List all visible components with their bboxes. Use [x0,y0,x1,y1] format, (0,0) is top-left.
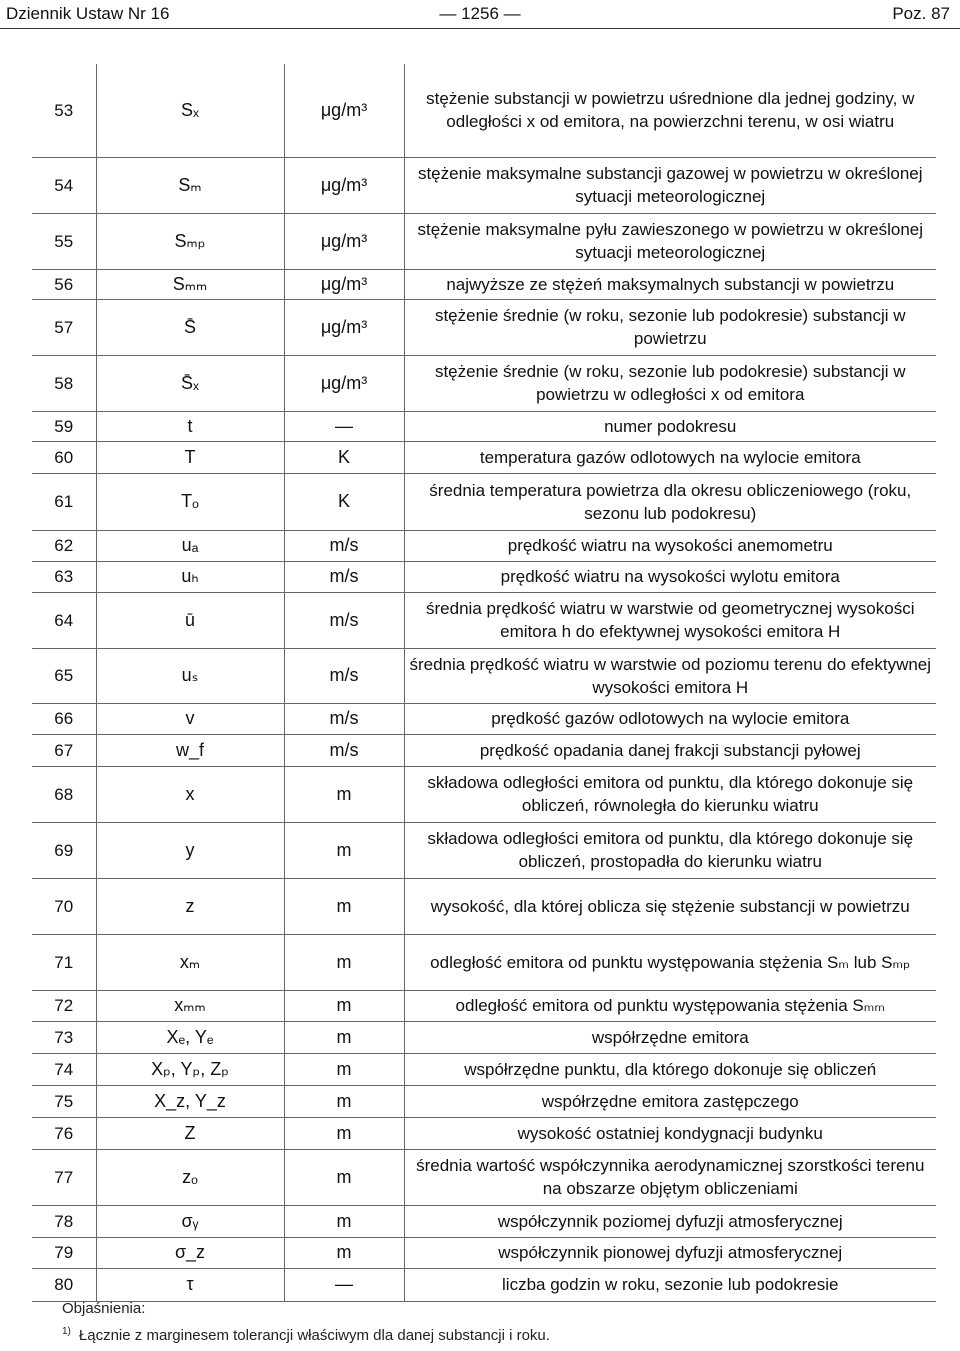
row-description: liczba godzin w roku, sezonie lub podokresie [404,1268,936,1301]
row-description: temperatura gazów odlotowych na wylocie emitora [404,441,936,473]
table-row [32,878,936,934]
row-number: 72 [32,990,96,1021]
row-description: średnia temperatura powietrza dla okresu obliczeniowego (roku, sezonu lub podokresu) [404,473,936,530]
symbols-table [32,64,936,1302]
table-row [32,1149,936,1205]
row-unit: m [284,1149,404,1205]
table-row [32,411,936,441]
table-row [32,299,936,355]
row-description: odległość emitora od punktu występowania stężenia Sₘₘ [404,990,936,1021]
row-unit: μg/m³ [284,157,404,213]
row-unit: μg/m³ [284,213,404,269]
row-symbol: T [96,441,284,473]
row-number: 57 [32,299,96,355]
table-row [32,703,936,734]
row-unit: m [284,1053,404,1085]
row-description: prędkość wiatru na wysokości wylotu emitora [404,561,936,592]
row-number: 67 [32,734,96,766]
table-row [32,934,936,990]
row-number: 78 [32,1205,96,1237]
row-symbol: xₘₘ [96,990,284,1021]
row-unit: m/s [284,648,404,703]
row-unit: — [284,411,404,441]
table-row [32,1205,936,1237]
table-row [32,648,936,703]
row-symbol: zₒ [96,1149,284,1205]
row-description: stężenie substancji w powietrzu uśrednione dla jednej godziny, w odległości x od emitora, na powierzchni terenu, w osi wiatru [404,64,936,157]
row-number: 54 [32,157,96,213]
table-row [32,473,936,530]
table-row [32,157,936,213]
row-symbol: Sₓ [96,64,284,157]
row-unit: m [284,766,404,822]
row-symbol: xₘ [96,934,284,990]
row-symbol: S̄ [96,299,284,355]
row-unit: m [284,878,404,934]
row-symbol: Sₘₚ [96,213,284,269]
row-description: współrzędne punktu, dla którego dokonuje się obliczeń [404,1053,936,1085]
row-description: współczynnik poziomej dyfuzji atmosferycznej [404,1205,936,1237]
row-description: prędkość wiatru na wysokości anemometru [404,530,936,561]
row-number: 55 [32,213,96,269]
row-number: 71 [32,934,96,990]
row-unit: μg/m³ [284,299,404,355]
footnote-text: Łącznie z marginesem tolerancji właściwym dla danej substancji i roku. [78,1327,550,1344]
row-unit: K [284,441,404,473]
row-number: 63 [32,561,96,592]
row-number: 66 [32,703,96,734]
table-row [32,766,936,822]
journal-title: Dziennik Ustaw Nr 16 [6,4,170,23]
row-number: 75 [32,1085,96,1117]
table-row [32,530,936,561]
row-symbol: Z [96,1117,284,1149]
row-number: 61 [32,473,96,530]
table-row [32,1117,936,1149]
row-symbol: w_f [96,734,284,766]
row-description: współrzędne emitora [404,1021,936,1053]
row-description: odległość emitora od punktu występowania stężenia Sₘ lub Sₘₚ [404,934,936,990]
row-symbol: z [96,878,284,934]
row-symbol: S̄ₓ [96,355,284,411]
row-unit: m [284,1205,404,1237]
table-row [32,1021,936,1053]
row-number: 59 [32,411,96,441]
row-number: 70 [32,878,96,934]
row-number: 73 [32,1021,96,1053]
row-description: wysokość ostatniej kondygnacji budynku [404,1117,936,1149]
row-symbol: x [96,766,284,822]
row-number: 69 [32,822,96,878]
table-row [32,1053,936,1085]
row-number: 64 [32,592,96,648]
row-number: 60 [32,441,96,473]
page-header [0,0,960,29]
row-unit: K [284,473,404,530]
row-description: stężenie maksymalne pyłu zawieszonego w powietrzu w określonej sytuacji meteorologicznej [404,213,936,269]
row-description: prędkość opadania danej frakcji substancji pyłowej [404,734,936,766]
table-row [32,1268,936,1301]
row-symbol: σᵧ [96,1205,284,1237]
row-symbol: Sₘₘ [96,269,284,299]
row-unit: m/s [284,734,404,766]
row-symbol: ū [96,592,284,648]
table-row [32,1237,936,1268]
table-row [32,990,936,1021]
table-row [32,213,936,269]
row-symbol: τ [96,1268,284,1301]
row-unit: m/s [284,561,404,592]
row-number: 53 [32,64,96,157]
row-description: numer podokresu [404,411,936,441]
row-symbol: uₛ [96,648,284,703]
row-unit: m [284,1021,404,1053]
table-row [32,561,936,592]
row-symbol: Xₚ, Yₚ, Zₚ [96,1053,284,1085]
row-number: 68 [32,766,96,822]
row-unit: μg/m³ [284,64,404,157]
row-number: 74 [32,1053,96,1085]
row-unit: μg/m³ [284,269,404,299]
row-description: składowa odległości emitora od punktu, dla którego dokonuje się obliczeń, prostopadła do kierunku wiatru [404,822,936,878]
row-description: składowa odległości emitora od punktu, dla którego dokonuje się obliczeń, równoległa do kierunku wiatru [404,766,936,822]
row-description: stężenie średnie (w roku, sezonie lub podokresie) substancji w powietrzu w odległości x od emitora [404,355,936,411]
table-row [32,592,936,648]
table-row [32,734,936,766]
row-symbol: uₐ [96,530,284,561]
row-symbol: X_z, Y_z [96,1085,284,1117]
row-unit: m [284,822,404,878]
row-number: 80 [32,1268,96,1301]
row-number: 77 [32,1149,96,1205]
row-unit: m [284,934,404,990]
row-description: najwyższe ze stężeń maksymalnych substancji w powietrzu [404,269,936,299]
table-row [32,64,936,157]
row-description: wysokość, dla której oblicza się stężenie substancji w powietrzu [404,878,936,934]
row-description: współrzędne emitora zastępczego [404,1085,936,1117]
row-symbol: uₕ [96,561,284,592]
row-number: 58 [32,355,96,411]
row-symbol: Tₒ [96,473,284,530]
table-row [32,269,936,299]
row-description: średnia wartość współczynnika aerodynamicznej szorstkości terenu na obszarze objętym obliczeniami [404,1149,936,1205]
row-description: stężenie maksymalne substancji gazowej w powietrzu w określonej sytuacji meteorologicznej [404,157,936,213]
table-row [32,441,936,473]
row-symbol: Sₘ [96,157,284,213]
row-description: współczynnik pionowej dyfuzji atmosferycznej [404,1237,936,1268]
row-unit: μg/m³ [284,355,404,411]
row-description: średnia prędkość wiatru w warstwie od geometrycznej wysokości emitora h do efektywnej wysokości emitora H [404,592,936,648]
row-unit: m [284,1117,404,1149]
position-number: Poz. 87 [892,4,950,23]
row-number: 79 [32,1237,96,1268]
row-unit: m [284,990,404,1021]
row-symbol: v [96,703,284,734]
row-unit: m [284,1085,404,1117]
row-symbol: y [96,822,284,878]
table-row [32,822,936,878]
row-unit: m/s [284,530,404,561]
row-description: prędkość gazów odlotowych na wylocie emitora [404,703,936,734]
footnote-mark: 1) [62,1326,71,1337]
row-number: 56 [32,269,96,299]
row-symbol: t [96,411,284,441]
row-description: średnia prędkość wiatru w warstwie od poziomu terenu do efektywnej wysokości emitora H [404,648,936,703]
footnote [62,1326,550,1344]
table-row [32,1085,936,1117]
row-symbol: σ_z [96,1237,284,1268]
row-number: 62 [32,530,96,561]
symbols-table-body [32,64,936,1301]
row-unit: m [284,1237,404,1268]
row-unit: m/s [284,592,404,648]
table-row [32,355,936,411]
row-number: 76 [32,1117,96,1149]
notes-label: Objaśnienia: [62,1300,146,1317]
row-unit: — [284,1268,404,1301]
row-description: stężenie średnie (w roku, sezonie lub podokresie) substancji w powietrzu [404,299,936,355]
row-number: 65 [32,648,96,703]
row-symbol: Xₑ, Yₑ [96,1021,284,1053]
row-unit: m/s [284,703,404,734]
page-number: — 1256 — [439,4,521,23]
